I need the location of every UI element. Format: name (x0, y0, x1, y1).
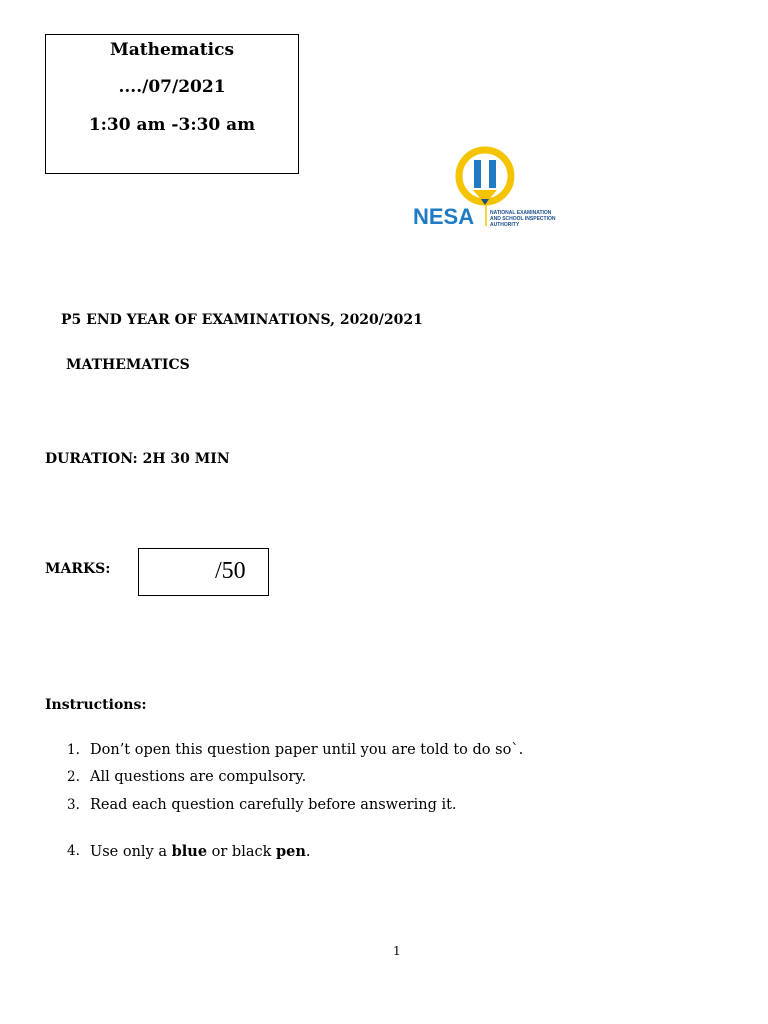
logo-bar-left (474, 160, 481, 188)
marks-box (138, 548, 269, 596)
item-text-bold-blue: blue (171, 843, 208, 860)
item-number: 1. (67, 742, 80, 758)
item-text-bold-pen: pen (276, 843, 306, 860)
nesa-logo (410, 146, 570, 230)
box-time: 1:30 am -3:30 am (88, 115, 256, 135)
exam-title: P5 END YEAR OF EXAMINATIONS, 2020/2021 (61, 312, 423, 328)
duration: DURATION: 2H 30 MIN (45, 451, 230, 467)
item-text-post: . (305, 844, 311, 860)
logo-tagline-2: AND SCHOOL INSPECTION (490, 216, 556, 222)
box-subject: Mathematics (109, 40, 235, 60)
item-number: 2. (67, 769, 80, 785)
instructions-title: Instructions: (45, 697, 147, 713)
item-text-mid: or black (207, 844, 277, 860)
item-number: 3. (67, 797, 80, 813)
marks-label: MARKS: (45, 561, 111, 577)
logo-wordmark: NESA (413, 204, 475, 229)
item-text: Read each question carefully before answering it. (90, 797, 457, 813)
box-date: ..../07/2021 (118, 77, 226, 97)
item-text (90, 843, 311, 860)
page-number: 1 (393, 944, 401, 958)
item-number: 4. (67, 843, 80, 859)
subject-heading: MATHEMATICS (66, 357, 190, 373)
item-text: Don’t open this question paper until you are told to do so`. (90, 742, 524, 758)
logo-tagline-1: NATIONAL EXAMINATION (490, 210, 552, 216)
logo-tagline-3: AUTHORITY (490, 222, 520, 228)
marks-total: /50 (215, 558, 246, 584)
exam-info-box (45, 34, 299, 174)
item-text: All questions are compulsory. (90, 769, 307, 785)
logo-bar-right (489, 160, 496, 188)
item-text-pre: Use only a (90, 844, 172, 860)
